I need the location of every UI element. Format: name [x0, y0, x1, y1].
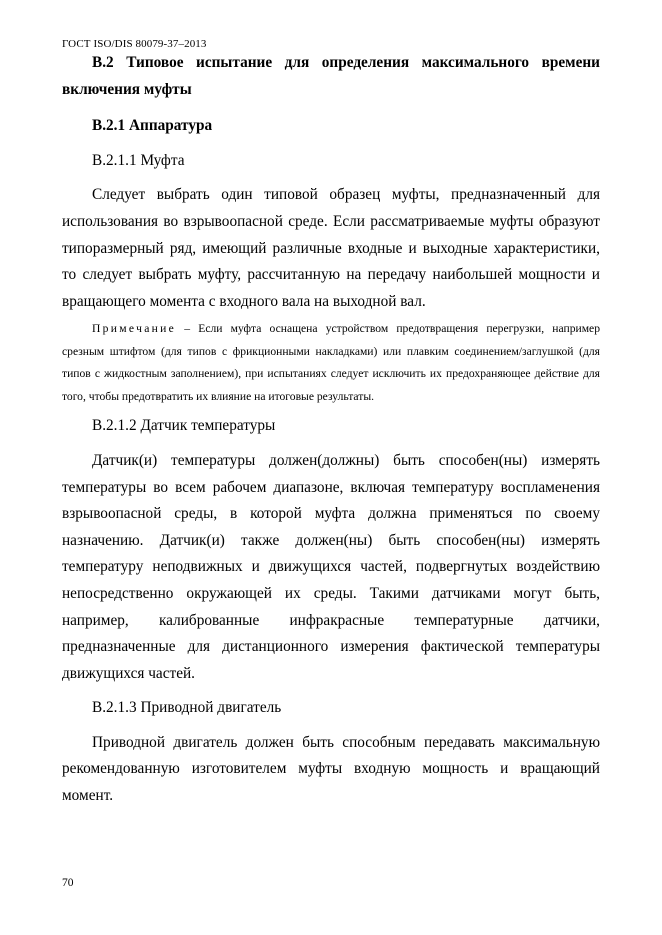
motor-heading: В.2.1.3 Приводной двигатель [92, 699, 282, 717]
sensor-heading: В.2.1.2 Датчик температуры [92, 417, 276, 435]
coupling-note [62, 318, 600, 408]
note-text: – Если муфта оснащена устройством предотвращения перегрузки, например срезным штифтом (для типов с фрикционными накладками) или плавким соединением/заглушкой (для типов с жидкостным заполнением), при испытаниях следует исключить их предохраняющее действие для того, чтобы предотвратить их влияние на итоговые результаты. [62, 322, 600, 403]
section-title: В.2 Типовое испытание для определения максимального времени включения муфты [62, 54, 600, 98]
document-code-header: ГОСТ ISO/DIS 80079-37–2013 [62, 38, 207, 50]
page-number: 70 [62, 877, 74, 889]
apparatus-heading: В.2.1 Аппаратура [92, 117, 213, 135]
note-label: Примечание [92, 322, 177, 336]
coupling-heading: В.2.1.1 Муфта [92, 151, 185, 169]
coupling-paragraph: Следует выбрать один типовой образец муфты, предназначенный для использования во взрывоопасной среде. Если рассматриваемые муфты образуют типоразмерный ряд, имеющий различные входные и выходные характеристики, то следует выбрать муфту, рассчитанную на передачу наибольшей мощности и вращающего момента с входного вала на выходной вал. [62, 186, 600, 310]
page-content [62, 50, 600, 810]
motor-paragraph: Приводной двигатель должен быть способным передавать максимальную рекомендованную изготовителем муфты входную мощность и вращающий момент. [62, 733, 600, 805]
sensor-paragraph: Датчик(и) температуры должен(должны) быть способен(ны) измерять температуры во всем рабочем диапазоне, включая температуру воспламенения взрывоопасной среды, в которой муфта должна применяться по своему назначению. Датчик(и) также должен(ны) быть способен(ны) измерять температуру неподвижных и движущихся частей, подвергнутых воздействию непосредственно окружающей их среды. Такими датчиками могут быть, например, калиброванные инфракрасные температурные датчики, предназначенные для дистанционного измерения фактической температуры движущихся частей. [62, 451, 600, 682]
